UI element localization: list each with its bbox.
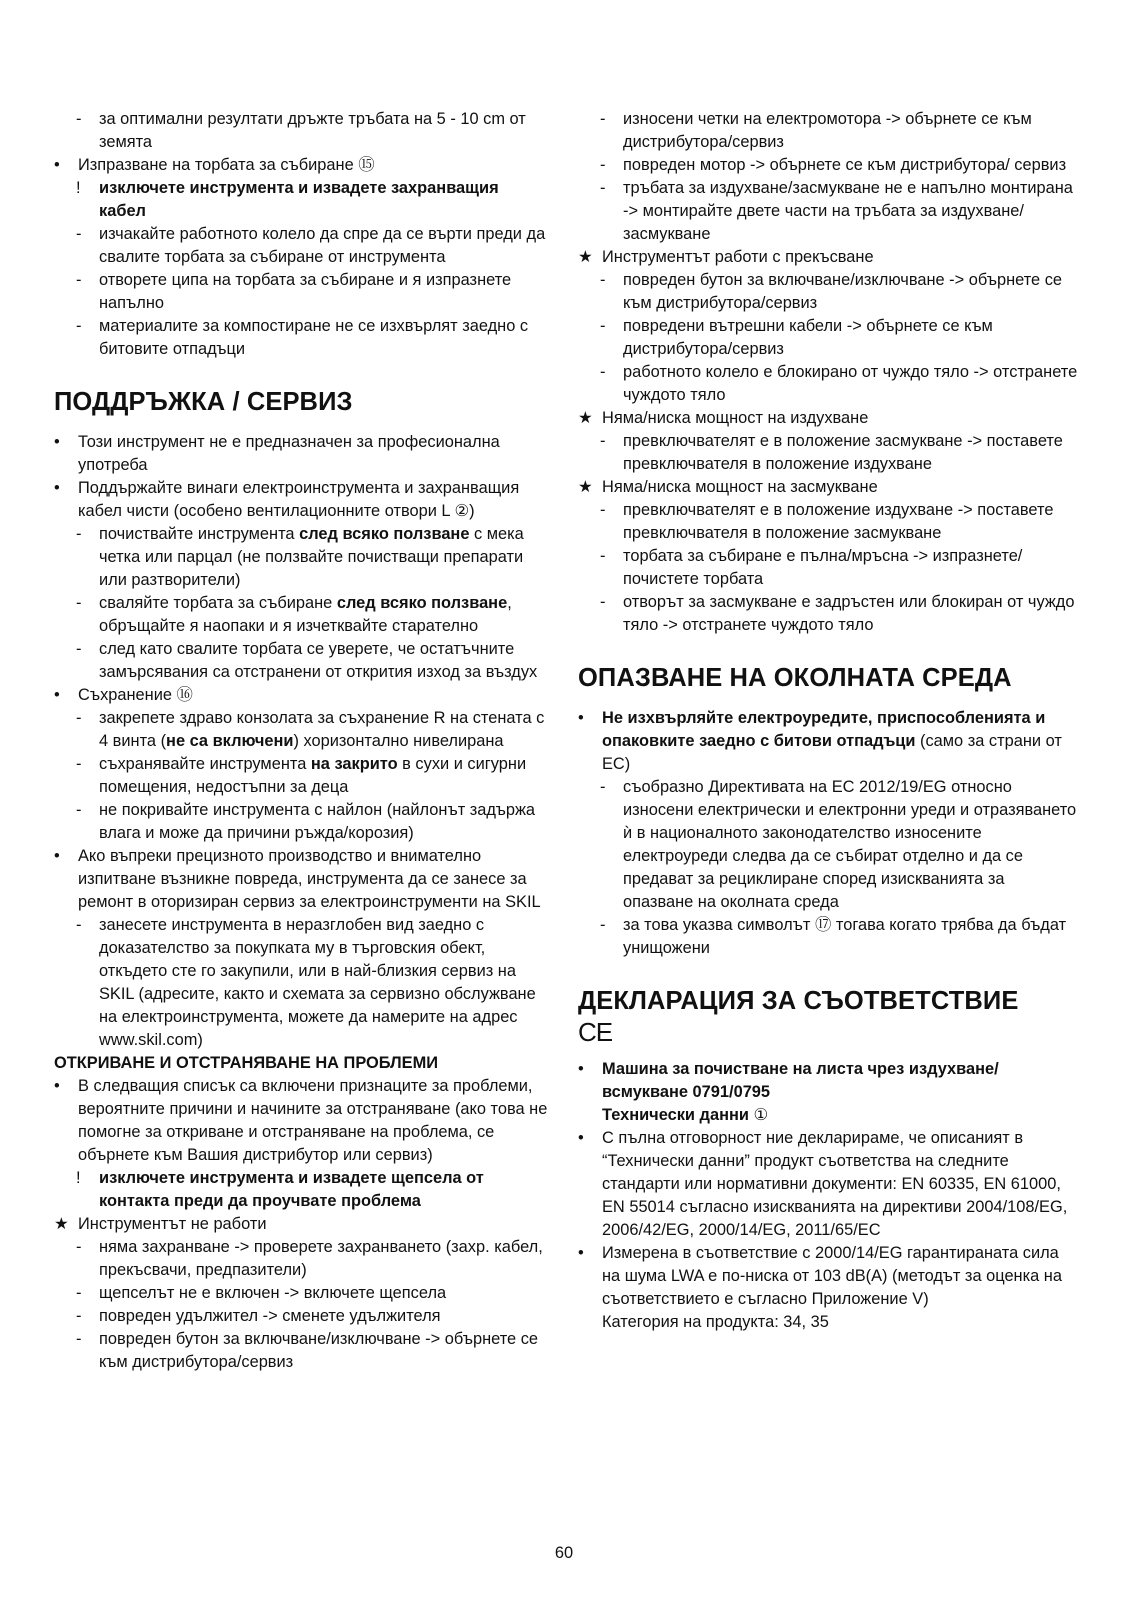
list-marker: - xyxy=(76,525,82,543)
section-heading-text: ОПАЗВАНЕ НА ОКОЛНАТА СРЕДА xyxy=(578,664,1012,692)
list-item xyxy=(54,431,550,477)
list-item-text: Изпразване на торбата за събиране ⑮ xyxy=(78,156,375,174)
list-marker: - xyxy=(76,755,82,773)
list-item xyxy=(54,1282,550,1305)
list-marker: - xyxy=(76,709,82,727)
list-item-text: съобразно Директивата на ЕС 2012/19/EG относно износени електрически и електронни уреди и отразяването ѝ в националното законодателство износените електроуреди следва да се събират отделно и да се предават за рециклиране според изискванията за опазване на околната среда xyxy=(623,778,1077,911)
list-item-text: за оптимални резултати дръжте тръбата на 5 - 10 cm от земята xyxy=(99,110,526,151)
list-item-text: Измерена в съответствие с 2000/14/EG гарантираната сила на шума LWA е по-ниска от 103 dB(A) (методът за оценка на съответствието е съгласно Приложение V) Категория на продукта: 34, 35 xyxy=(602,1244,1062,1331)
section-heading-text: ДЕКЛАРАЦИЯ ЗА СЪОТВЕТСТВИЕ xyxy=(578,987,1019,1015)
section-heading xyxy=(578,663,1078,694)
list-item xyxy=(578,591,1078,637)
list-item xyxy=(578,407,1078,430)
list-item xyxy=(578,361,1078,407)
list-item-text: Поддържайте винаги електроинструмента и захранващия кабел чисти (особено вентилационните отвори L ②) xyxy=(78,479,520,520)
list-marker: - xyxy=(600,179,606,197)
list-marker: • xyxy=(54,1077,60,1095)
list-item xyxy=(54,223,550,269)
list-item xyxy=(54,707,550,753)
list-item xyxy=(578,108,1078,154)
list-item-text: съхранявайте инструмента на закрито в сухи и сигурни помещения, недостъпни за деца xyxy=(99,755,527,796)
list-item-text: Инструментът работи с прекъсване xyxy=(602,248,874,266)
list-item xyxy=(578,430,1078,476)
list-item-text: повредени вътрешни кабели -> обърнете се към дистрибутора/сервиз xyxy=(623,317,993,358)
list-item-text: не покривайте инструмента с найлон (найлонът задържа влага и може да причини ръжда/корозия) xyxy=(99,801,536,842)
list-item xyxy=(54,1213,550,1236)
list-marker: ! xyxy=(76,179,81,197)
list-marker: - xyxy=(600,778,606,796)
list-item xyxy=(578,246,1078,269)
list-marker: - xyxy=(600,501,606,519)
list-item xyxy=(54,177,550,223)
section-heading xyxy=(54,387,550,418)
list-marker: - xyxy=(76,1307,82,1325)
list-item-text: Този инструмент не е предназначен за професионална употреба xyxy=(78,433,500,474)
list-item-text: износени четки на електромотора -> обърнете се към дистрибутора/сервиз xyxy=(623,110,1032,151)
list-item-text: Съхранение ⑯ xyxy=(78,686,193,704)
list-item xyxy=(54,753,550,799)
list-item xyxy=(54,523,550,592)
list-marker: - xyxy=(600,593,606,611)
list-marker: • xyxy=(54,156,60,174)
list-item xyxy=(578,177,1078,246)
list-marker: - xyxy=(76,1330,82,1348)
list-marker: - xyxy=(600,271,606,289)
right-column xyxy=(578,108,1078,1334)
list-item-text: повреден удължител -> сменете удължителя xyxy=(99,1307,441,1325)
list-marker: • xyxy=(54,433,60,451)
list-item-text: В следващия списък са включени признаците за проблеми, вероятните причини и начините за отстраняване (ако това не помогне за откриване и отстраняване на проблема, се обърнете към Вашия дистрибутор или сервиз) xyxy=(78,1077,548,1164)
list-marker: - xyxy=(76,916,82,934)
list-item-text: отворете ципа на торбата за събиране и я изпразнете напълно xyxy=(99,271,512,312)
list-item xyxy=(54,638,550,684)
list-item-text: повреден бутон за включване/изключване -> обърнете се към дистрибутора/сервиз xyxy=(99,1330,539,1371)
list-item-text: сваляйте торбата за събиране след всяко ползване, обръщайте я наопаки и я изчетквайте старателно xyxy=(99,594,512,635)
list-item-text: изключете инструмента и извадете щепсела от контакта преди да проучвате проблема xyxy=(99,1169,484,1210)
section-heading-text: ПОДДРЪЖКА / СЕРВИЗ xyxy=(54,388,353,416)
sub-heading: ОТКРИВАНЕ И ОТСТРАНЯВАНЕ НА ПРОБЛЕМИ xyxy=(54,1054,439,1072)
list-item-text: почиствайте инструмента след всяко ползване с мека четка или парцал (не ползвайте почистващи препарати или разтворители) xyxy=(99,525,524,589)
list-item-text: изключете инструмента и извадете захранващия кабел xyxy=(99,179,499,220)
list-item-text: повреден мотор -> обърнете се към дистрибутора/ сервиз xyxy=(623,156,1067,174)
list-item-text: тръбата за издухване/засмукване не е напълно монтирана -> монтирайте двете части на тръбата за издухване/засмукване xyxy=(623,179,1073,243)
list-item-text: повреден бутон за включване/изключване -> обърнете се към дистрибутора/сервиз xyxy=(623,271,1063,312)
list-item-text: Няма/ниска мощност на издухване xyxy=(602,409,869,427)
list-item xyxy=(578,1127,1078,1242)
ce-mark: CE xyxy=(578,1017,613,1047)
list-marker: - xyxy=(600,363,606,381)
list-item xyxy=(578,914,1078,960)
list-item-text: отворът за засмукване е задръстен или блокиран от чуждо тяло -> отстранете чуждото тяло xyxy=(623,593,1075,634)
list-item xyxy=(578,499,1078,545)
list-marker: - xyxy=(76,594,82,612)
list-marker: • xyxy=(54,479,60,497)
list-item xyxy=(54,799,550,845)
list-item xyxy=(54,269,550,315)
list-marker: ! xyxy=(76,1169,81,1187)
page-number: 60 xyxy=(554,1544,574,1562)
list-marker: ★ xyxy=(578,478,593,496)
list-item xyxy=(578,315,1078,361)
list-item xyxy=(54,154,550,177)
list-item xyxy=(54,1236,550,1282)
list-marker: ★ xyxy=(578,248,593,266)
list-marker: - xyxy=(76,640,82,658)
list-item xyxy=(54,684,550,707)
list-item-text: превключвателят е в положение засмукване -> поставете превключвателя в положение издухване xyxy=(623,432,1063,473)
list-item xyxy=(54,1305,550,1328)
list-marker: - xyxy=(76,225,82,243)
list-marker: - xyxy=(600,317,606,335)
list-marker: - xyxy=(600,432,606,450)
list-marker: - xyxy=(76,1284,82,1302)
list-marker: - xyxy=(76,110,82,128)
list-item xyxy=(54,1167,550,1213)
list-marker: - xyxy=(600,110,606,128)
list-marker: - xyxy=(76,1238,82,1256)
list-item-text: щепселът не е включен -> включете щепсела xyxy=(99,1284,447,1302)
list-item-text: занесете инструмента в неразглобен вид заедно с доказателство за покупката му в търговския обект, откъдето сте го закупили, или в най-близкия сервиз на SKIL (адресите, както и схемата за сервизно обслужване на електроинструмента, можете да намерите на адрес www.skil.com) xyxy=(99,916,536,1049)
list-item xyxy=(54,592,550,638)
list-item xyxy=(578,776,1078,914)
list-marker: • xyxy=(578,1060,584,1078)
list-item xyxy=(54,845,550,914)
left-column xyxy=(54,108,550,1374)
list-item-text: след като свалите торбата се уверете, че остатъчните замърсявания са отстранени от откриτия изход за въздух xyxy=(99,640,538,681)
list-marker: - xyxy=(600,547,606,565)
list-item-text: Машина за почистване на листа чрез издухване/ всмукване 0791/0795 Технически данни ① xyxy=(602,1060,999,1124)
list-marker: ★ xyxy=(578,409,593,427)
list-marker: - xyxy=(76,801,82,819)
list-item xyxy=(578,707,1078,776)
list-item-text: превключвателят е в положение издухване -> поставете превключвателя в положение засмукване xyxy=(623,501,1054,542)
list-marker: - xyxy=(600,156,606,174)
list-marker: • xyxy=(578,1244,584,1262)
list-item xyxy=(578,545,1078,591)
list-marker: - xyxy=(600,916,606,934)
list-item-text: няма захранване -> проверете захранването (захр. кабел, прекъсвачи, предпазители) xyxy=(99,1238,543,1279)
list-marker: • xyxy=(54,847,60,865)
list-item-text: работното колело е блокирано от чуждо тяло -> отстранете чуждото тяло xyxy=(623,363,1078,404)
section-heading xyxy=(578,986,1078,1045)
list-item-text: закрепете здраво конзолата за съхранение R на стената с 4 винта (не са включени) хоризонтално нивелирана xyxy=(99,709,545,750)
list-item xyxy=(578,269,1078,315)
list-item-text: Няма/ниска мощност на засмукване xyxy=(602,478,878,496)
list-item xyxy=(54,914,550,1052)
list-item-text: С пълна отговорност ние декларираме, че описаният в “Технически данни” продукт съответства на следните стандарти или нормативни документи: EN 60335, EN 61000, EN 55014 съгласно изискванията на директиви 2004/108/EG, 2006/42/EG, 2000/14/EG, 2011/65/EC xyxy=(602,1129,1068,1239)
list-item-text: изчакайте работното колело да спре да се върти преди да свалите торбата за събиране от инструмента xyxy=(99,225,546,266)
list-item-text: за това указва символът ⑰ тогава когато трябва да бъдат унищожени xyxy=(623,916,1067,957)
list-item xyxy=(54,315,550,361)
list-item xyxy=(578,1058,1078,1127)
list-marker: • xyxy=(54,686,60,704)
list-item xyxy=(54,477,550,523)
list-marker: • xyxy=(578,1129,584,1147)
list-item-text: торбата за събиране е пълна/мръсна -> изпразнете/почистете торбата xyxy=(623,547,1023,588)
list-item xyxy=(54,1075,550,1167)
list-item-text: Ако въпреки прецизното производство и внимателно изпитване възникне повреда, инструмента да се занесе за ремонт в оторизиран сервиз за електроинструменти на SKIL xyxy=(78,847,541,911)
list-item xyxy=(578,154,1078,177)
list-marker: - xyxy=(76,271,82,289)
list-item xyxy=(578,1242,1078,1334)
list-marker: • xyxy=(578,709,584,727)
list-marker: - xyxy=(76,317,82,335)
list-item xyxy=(54,108,550,154)
list-item-text: Инструментът не работи xyxy=(78,1215,267,1233)
list-item xyxy=(578,476,1078,499)
list-item xyxy=(54,1328,550,1374)
list-item-text: материалите за компостиране не се изхвърлят заедно с битовите отпадъци xyxy=(99,317,529,358)
list-item-text: Не изхвърляйте електроуредите, приспособленията и опаковките заедно с битови отпадъци (само за страни от ЕС) xyxy=(602,709,1062,773)
list-marker: ★ xyxy=(54,1215,69,1233)
